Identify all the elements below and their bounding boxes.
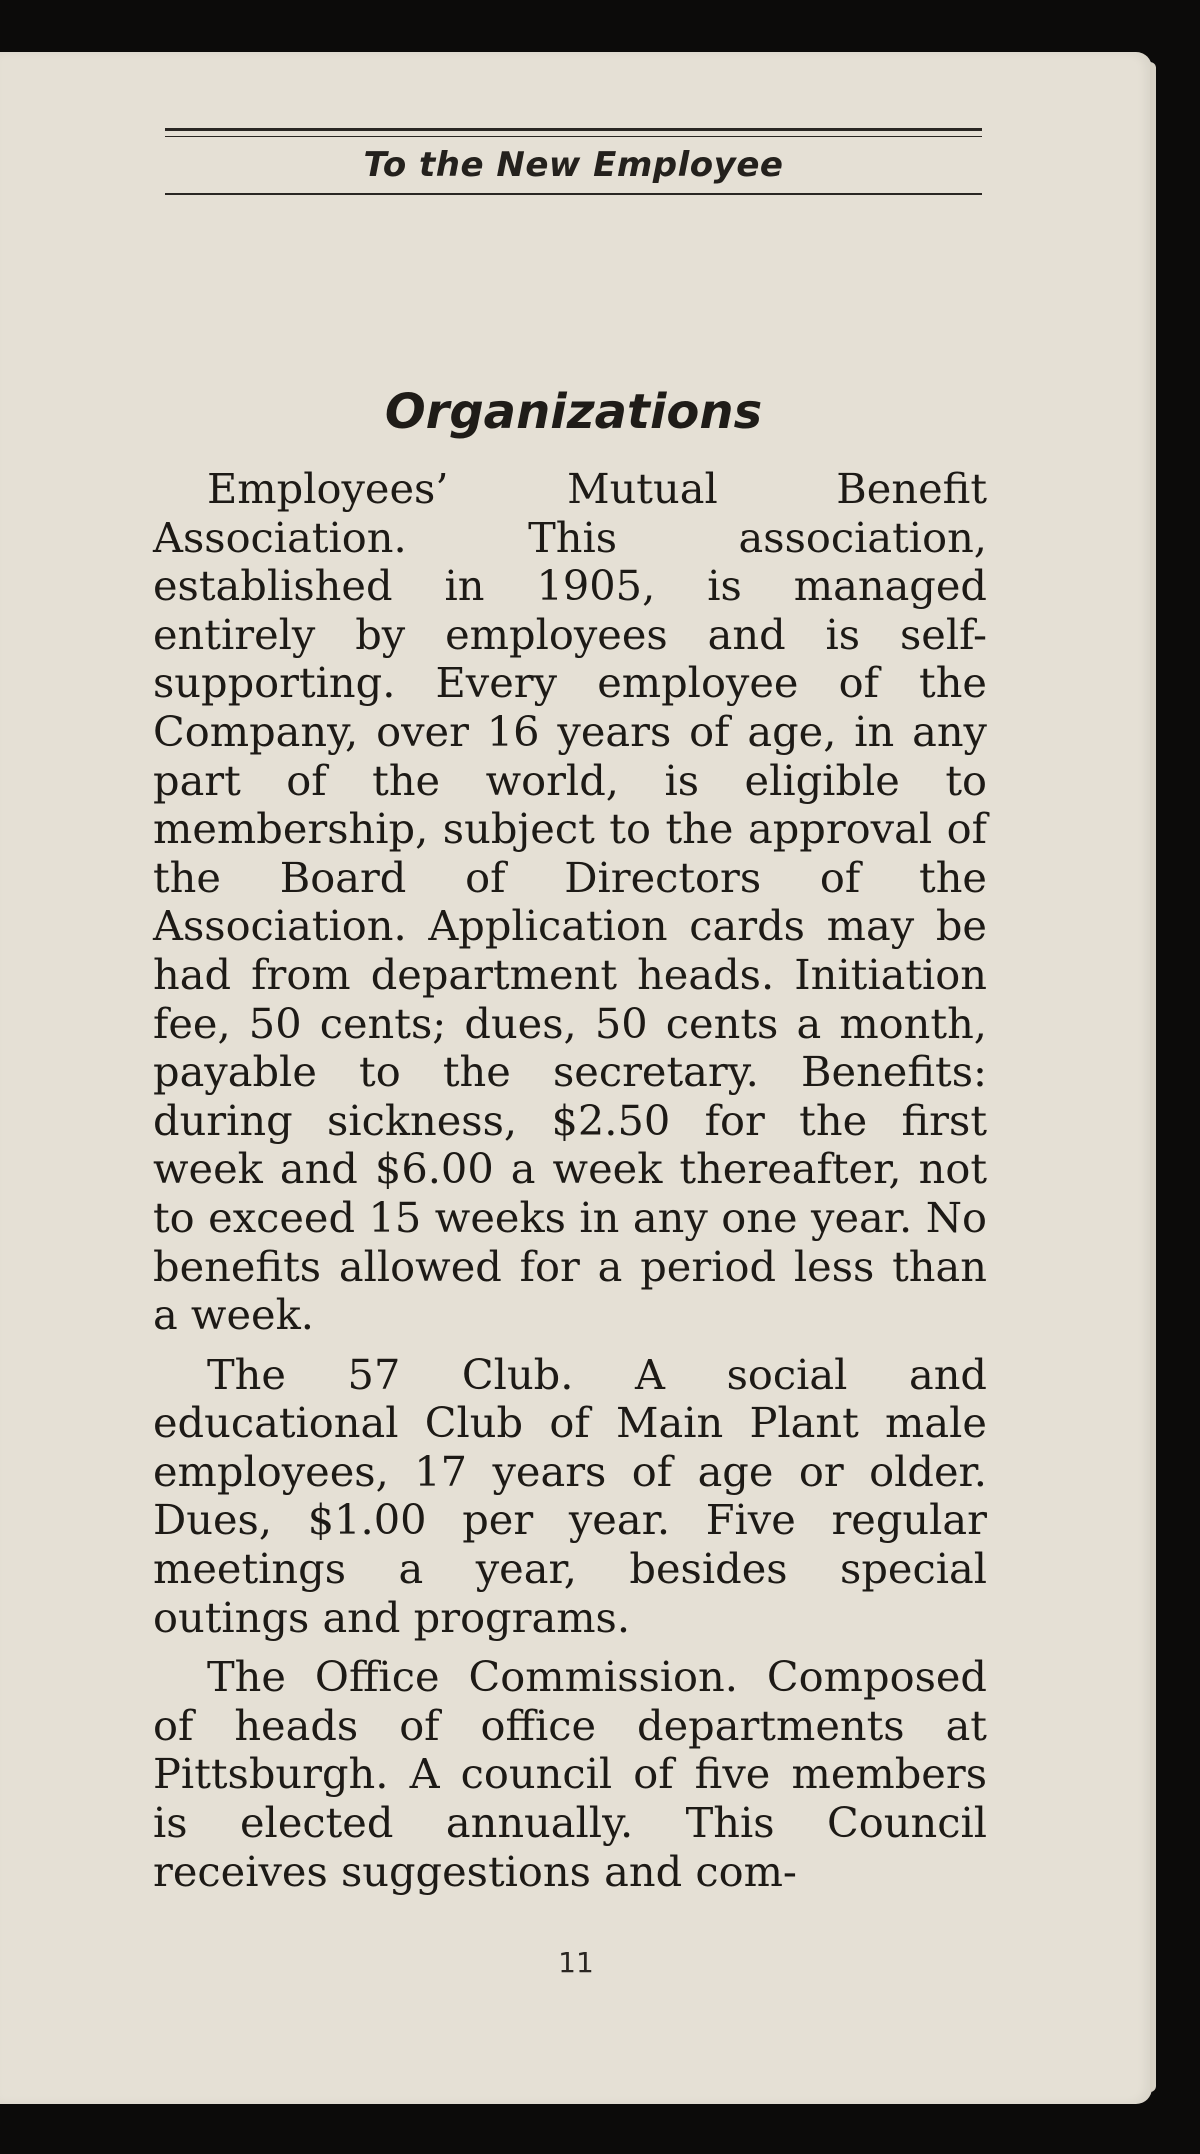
header-bottom-rule [165,193,982,195]
section-title: Organizations [384,384,763,440]
page-number: 11 [558,1946,594,1979]
paragraph-office-commission: The Office Commission. Composed of heads of office departments at Pittsburgh. A council of five members is elected annually. This Council receives suggestions and com- [153,1652,987,1896]
header-top-rule [165,128,982,131]
running-header [165,128,982,195]
paragraph-mutual-benefit: Employees’ Mutual Benefit Association. This association, established in 1905, is managed entirely by employees and is self-supporting. Every employee of the Company, over 16 years of age, in any part of the world, is eligible to membership, subject to the approval of the Board of Directors of the Association. Application cards may be had from department heads. Initiation fee, 50 cents; dues, 50 cents a month, payable to the secretary. Benefits: during sickness, $2.50 for the first week and $6.00 a week thereafter, not to exceed 15 weeks in any one year. No benefits allowed for a period less than a week. [153,464,987,1340]
running-header-title: To the New Employee [363,145,784,185]
paragraph-57-club: The 57 Club. A social and educational Club of Main Plant male employees, 17 years of age or older. Dues, $1.00 per year. Five regular meetings a year, besides special outings and programs. [153,1349,987,1642]
page-edge [1150,62,1156,2092]
body-text [153,465,987,1907]
